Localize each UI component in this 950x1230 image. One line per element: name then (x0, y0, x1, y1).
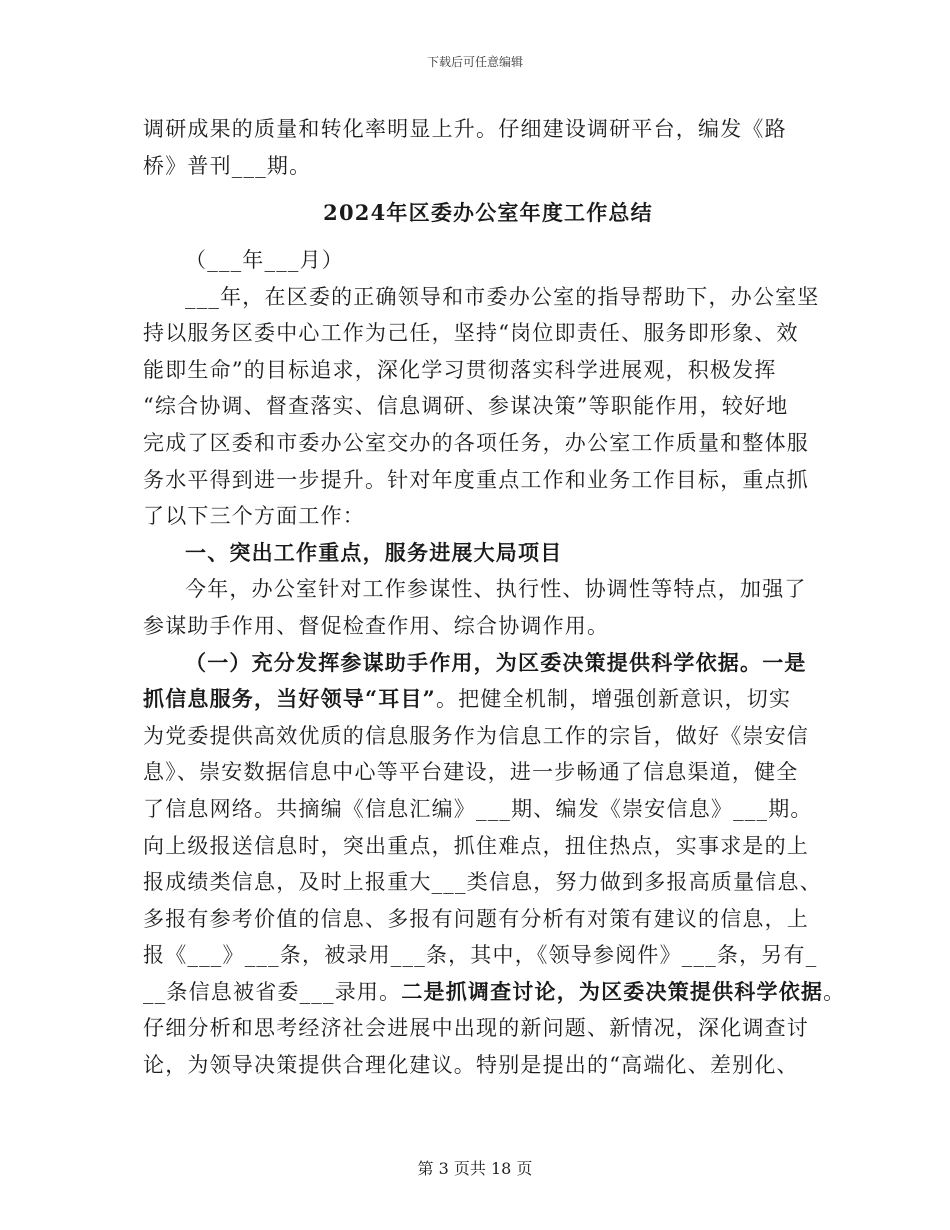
paragraph-line: 论，为领导决策提供合理化建议。特别是提出的“高端化、差别化、 (143, 1053, 799, 1078)
document-main (143, 242, 846, 1084)
paragraph-line: 完成了区委和市委办公室交办的各项任务，办公室工作质量和整体服 (143, 430, 809, 455)
paragraph-line: 报成绩类信息，及时上报重大___类信息，努力做到多报高质量信息、 (143, 870, 822, 895)
subsection-heading (143, 645, 833, 682)
paragraph-line: 持以服务区委中心工作为己任，坚持“岗位即责任、服务即形象、效 (143, 321, 799, 346)
paragraph-line: 了信息网络。共摘编《信息汇编》___期、编发《崇安信息》___期。 (143, 796, 813, 821)
paragraph-line: 调研成果的质量和转化率明显上升。仔细建设调研平台，编发《路 (143, 117, 787, 141)
paragraph-text: 。 (823, 979, 846, 1004)
bold-phrase: 二是抓调查讨论，为区委决策提供科学依据 (401, 978, 824, 1004)
paragraph-line: 参谋助手作用、督促检查作用、综合协调作用。 (143, 613, 610, 638)
section-heading (143, 535, 833, 572)
document-title-block (143, 195, 833, 232)
paragraph-line: “综合协调、督查落实、信息调研、参谋决策”等职能作用，较好地 (143, 394, 789, 419)
paragraph-text: __条信息被省委___录用。 (143, 979, 402, 1004)
paragraph-line: 多报有参考价值的信息、多报有问题有分析有对策有建议的信息，上 (143, 906, 809, 931)
paragraph-line: 为党委提供高效优质的信息服务作为信息工作的宗旨，做好《崇安信 (143, 723, 809, 748)
page-footer: 第 3 页共 18 页 (417, 1159, 533, 1178)
paragraph-line: 了以下三个方面工作： (143, 504, 365, 529)
paragraph-line: 务水平得到进一步提升。针对年度重点工作和业务工作目标，重点抓 (143, 467, 809, 492)
paragraph-line: 今年，办公室针对工作参谋性、执行性、协调性等特点，加强了 (185, 577, 807, 602)
paragraph-line (143, 681, 833, 718)
paragraph-line: 报《___》___条，被录用___条，其中，《领导参阅件》___条，另有_ (143, 943, 818, 968)
paragraph-text: 。把健全机制，增强创新意识，切实 (435, 687, 792, 712)
paragraph-line: 息》、崇安数据信息中心等平台建设，进一步畅通了信息渠道，健全 (143, 760, 799, 785)
subsection-heading-text: （一）充分发挥参谋助手作用，为区委决策提供科学依据。一是 (185, 649, 807, 675)
paragraph-line: 仔细分析和思考经济社会进展中出现的新问题、新情况，深化调查讨 (143, 1016, 809, 1041)
document-title: 2024年区委办公室年度工作总结 (323, 200, 653, 225)
bold-phrase: 抓信息服务，当好领导“耳目” (143, 686, 436, 712)
date-line: （___年___月） (185, 248, 344, 272)
document-body (143, 111, 833, 184)
paragraph-line (143, 974, 846, 1011)
page-header: 下载后可任意编辑 (426, 55, 523, 69)
section-heading-text: 一、突出工作重点，服务进展大局项目 (185, 539, 563, 565)
paragraph-line: 桥》普刊___期。 (143, 153, 312, 178)
paragraph-line: ___年，在区委的正确领导和市委办公室的指导帮助下，办公室坚 (185, 284, 820, 309)
paragraph-line: 能即生命”的目标追求，深化学习贯彻落实科学进展观，积极发挥 (143, 357, 777, 382)
paragraph-line: 向上级报送信息时，突出重点，抓住难点，扭住热点，实事求是的上 (143, 833, 809, 858)
